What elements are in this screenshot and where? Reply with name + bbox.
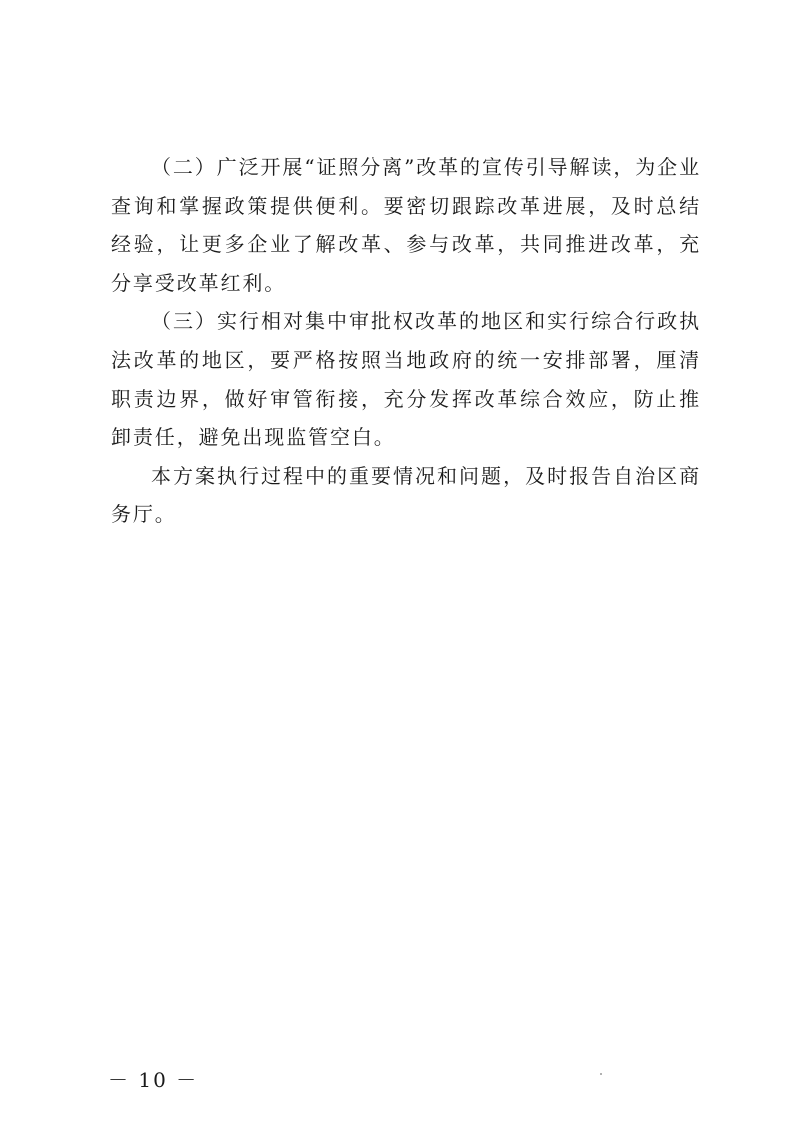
paragraph-section-three: （三）实行相对集中审批权改革的地区和实行综合行政执法改革的地区，要严格按照当地政府的统一安排部署，厘清职责边界，做好审管衔接，充分发挥改革综合效应，防止推卸责任，避免出现监管空白。	[111, 309, 701, 450]
paragraph-section-two: （二）广泛开展“证照分离”改革的宣传引导解读，为企业查询和掌握政策提供便利。要密切跟踪改革进展，及时总结经验，让更多企业了解改革、参与改革，共同推进改革，充分享受改革红利。	[111, 155, 701, 295]
document-body	[111, 148, 701, 534]
paragraph-closing-note: 本方案执行过程中的重要情况和问题，及时报告自治区商务厅。	[111, 463, 701, 527]
scan-speck	[600, 1073, 602, 1075]
page-number: － 10 －	[108, 1068, 199, 1092]
